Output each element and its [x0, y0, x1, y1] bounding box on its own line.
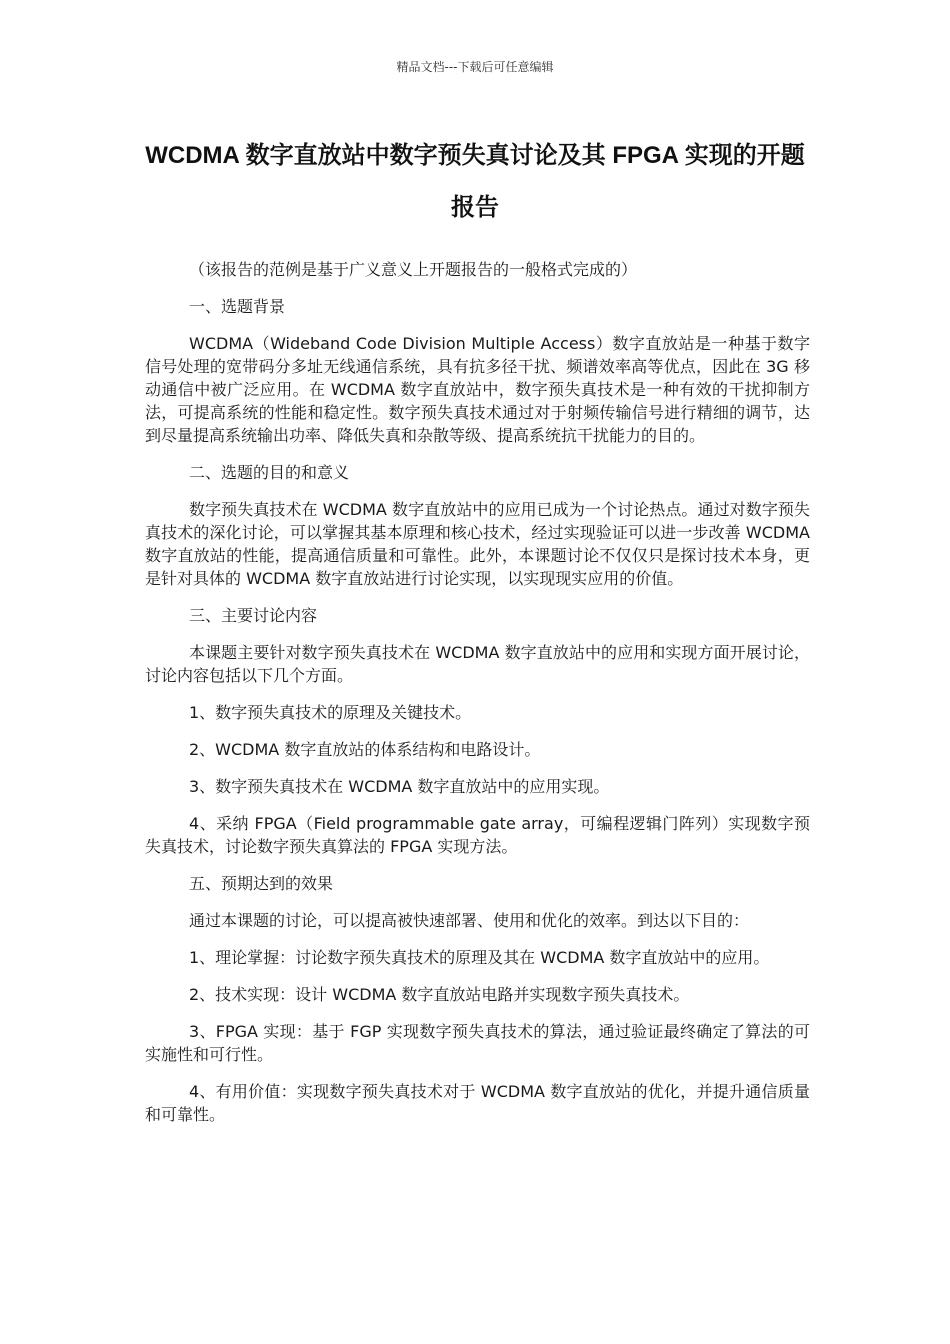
intro-note: （该报告的范例是基于广义意义上开题报告的一般格式完成的）	[189, 260, 638, 279]
section-heading-effects: 五、预期达到的效果	[189, 874, 334, 893]
list-item-content-2: 2、WCDMA 数字直放站的体系结构和电路设计。	[189, 740, 541, 759]
list-item-effects-2: 2、技术实现：设计 WCDMA 数字直放站电路并实现数字预失真技术。	[189, 985, 690, 1004]
list-item-effects-4: 4、有用价值：实现数字预失真技术对于 WCDMA 数字直放站的优化，并提升通信质量和可靠性。	[145, 1082, 810, 1124]
document-title: WCDMA 数字直放站中数字预失真讨论及其 FPGA 实现的开题报告	[145, 142, 805, 221]
section-heading-content: 三、主要讨论内容	[189, 606, 318, 625]
paragraph-background: WCDMA（Wideband Code Division Multiple Access）数字直放站是一种基于数字信号处理的宽带码分多址无线通信系统，具有抗多径干扰、频谱效率高等优点，因此在 3G 移动通信中被广泛应用。在 WCDMA 数字直放站中，数字预失真技术是一种有效的干扰抑制方法，可提高系统的性能和稳定性。数字预失真技术通过对于射频传输信号进行精细的调节，达到尽量提高系统输出功率、降低失真和杂散等级、提高系统抗干扰能力的目的。	[145, 334, 810, 445]
list-item-content-1: 1、数字预失真技术的原理及关键技术。	[189, 703, 472, 722]
list-item-effects-1: 1、理论掌握：讨论数字预失真技术的原理及其在 WCDMA 数字直放站中的应用。	[189, 948, 770, 967]
list-item-content-4: 4、采纳 FPGA（Field programmable gate array，可编程逻辑门阵列）实现数字预失真技术，讨论数字预失真算法的 FPGA 实现方法。	[145, 814, 810, 856]
paragraph-content: 本课题主要针对数字预失真技术在 WCDMA 数字直放站中的应用和实现方面开展讨论，讨论内容包括以下几个方面。	[145, 643, 810, 685]
list-item-effects-3: 3、FPGA 实现：基于 FGP 实现数字预失真技术的算法，通过验证最终确定了算法的可实施性和可行性。	[145, 1022, 810, 1064]
paragraph-purpose: 数字预失真技术在 WCDMA 数字直放站中的应用已成为一个讨论热点。通过对数字预失真技术的深化讨论，可以掌握其基本原理和核心技术，经过实现验证可以进一步改善 WCDMA 数字直放站的性能，提高通信质量和可靠性。此外，本课题讨论不仅仅只是探讨技术本身，更是针对具体的 WCDMA 数字直放站进行讨论实现，以实现现实应用的价值。	[145, 500, 810, 588]
section-heading-background: 一、选题背景	[189, 297, 286, 316]
section-heading-purpose: 二、选题的目的和意义	[189, 463, 350, 482]
header-note: 精品文档---下载后可任意编辑	[396, 60, 554, 74]
list-item-content-3: 3、数字预失真技术在 WCDMA 数字直放站中的应用实现。	[189, 777, 610, 796]
paragraph-effects: 通过本课题的讨论，可以提高被快速部署、使用和优化的效率。到达以下目的：	[189, 911, 750, 930]
document-body	[145, 258, 810, 1140]
